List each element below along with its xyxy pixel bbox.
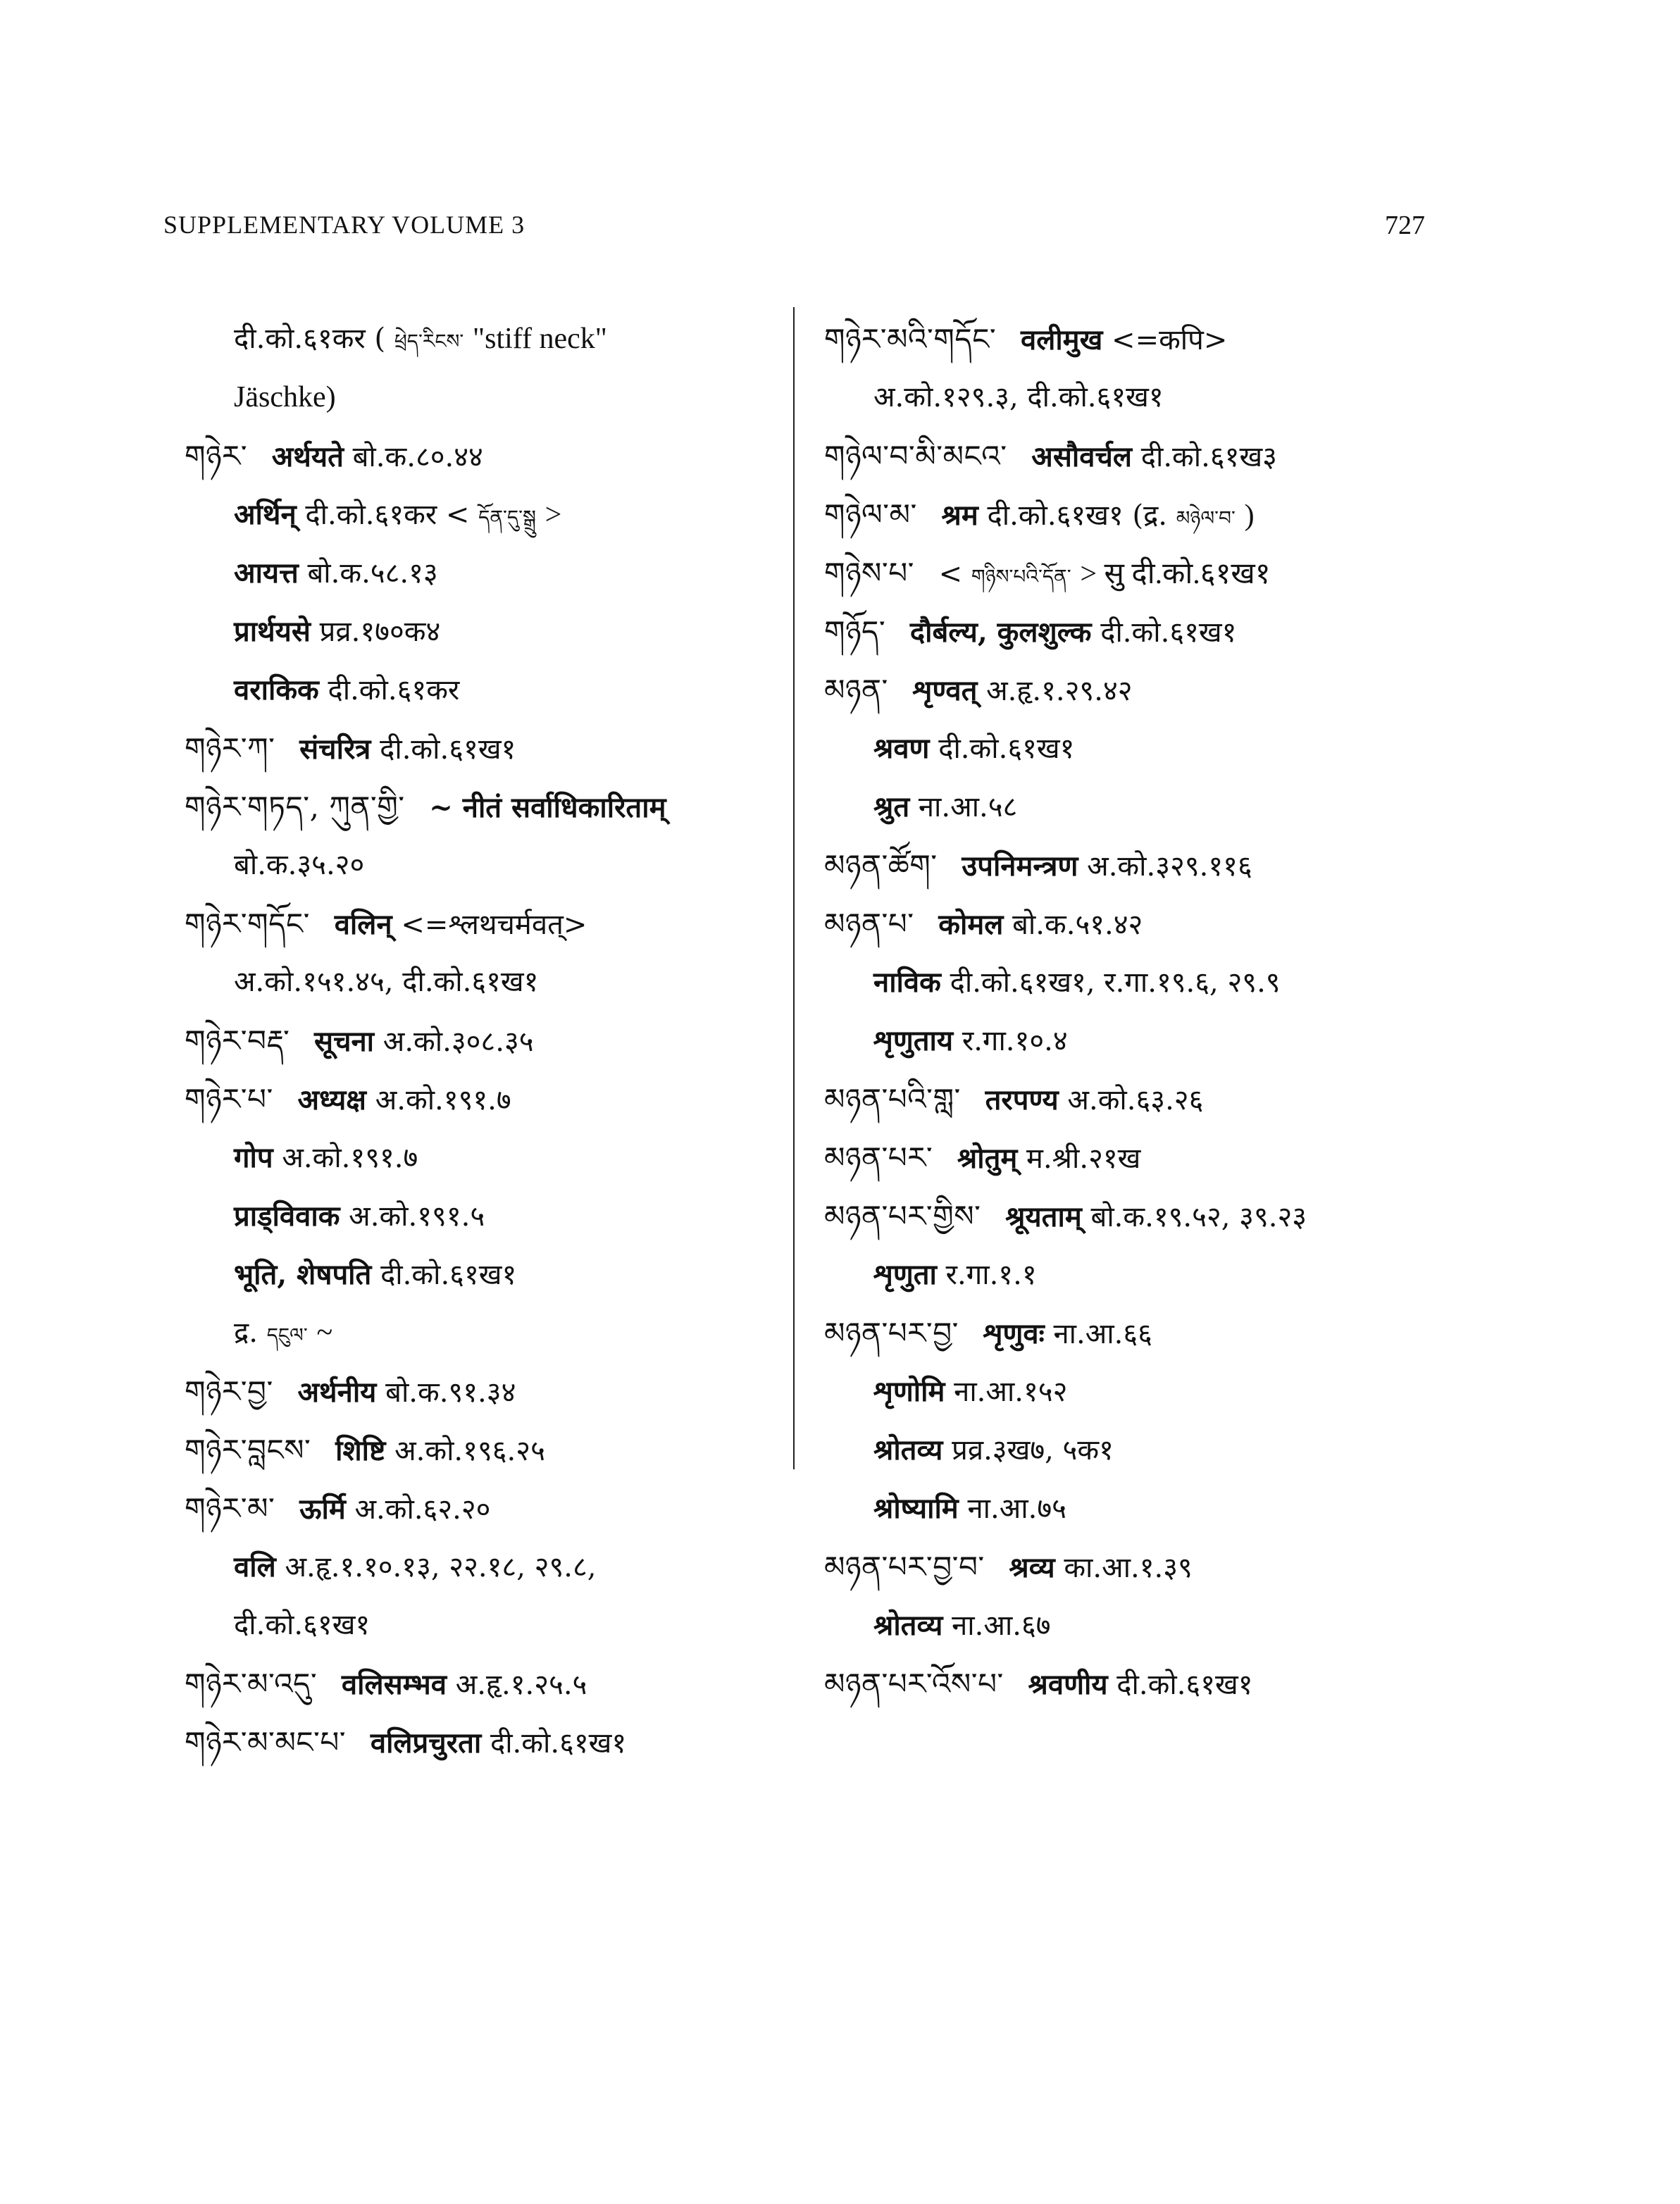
dictionary-entry-line [185,544,769,602]
sanskrit-equivalent: शृण्वत् [912,674,978,707]
dictionary-entry-line [824,836,1444,895]
dictionary-entry-line [824,1362,1444,1421]
dictionary-entry-line [185,661,769,719]
source-reference: बो.क.३५.२० [234,849,365,881]
sanskrit-equivalent: वलिसम्भव [341,1668,447,1701]
source-reference: बो.क.५१.४२ [1012,909,1143,941]
sanskrit-equivalent: भूति, शेषपति [234,1258,372,1291]
tibetan-headword: གཉེལ་མ་ [824,497,917,532]
source-reference: बो.क.९१.३४ [385,1376,516,1409]
tibetan-note: དོན་དུ་སྒྲུ [478,506,536,529]
note-text: Jäschke) [234,381,336,413]
sanskrit-equivalent: सूचना [314,1025,375,1058]
dictionary-entry-line [185,1070,769,1128]
sanskrit-equivalent: गोप [234,1141,273,1174]
source-reference: प्रव्र.१७०क४ [319,616,441,648]
sanskrit-equivalent: नाविक [873,966,941,999]
dictionary-entry-line [824,1304,1444,1362]
tibetan-note: ཕྲེད་རིངས་ [394,330,464,353]
source-reference: म.श्री.२१ख [1026,1143,1141,1175]
sanskrit-equivalent: तरपण्य [985,1083,1059,1116]
source-reference: दी.को.६१कर < [305,499,470,531]
left-column [185,310,769,1772]
source-reference: अ.हृ.१.२५.५ [455,1669,587,1701]
dictionary-entry-line [185,719,769,778]
source-reference: अ.को.३२९.११६ [1087,850,1252,883]
sanskrit-equivalent: श्रोतव्य [873,1433,943,1467]
sanskrit-equivalent: श्रोतव्य [873,1609,943,1642]
dictionary-entry-line [824,427,1444,485]
tibetan-headword: མཉན་ཚོག་ [824,848,938,883]
sanskrit-equivalent: वलीमुख [1020,323,1103,356]
dictionary-entry-line [824,602,1444,661]
tibetan-headword: མཉན་པར་བྱ་ [824,1316,959,1350]
source-reference: का.आ.१.३९ [1064,1552,1193,1584]
source-reference: अ.हृ.१.१०.१३, २२.१८, २९.८, [285,1551,597,1583]
dictionary-entry-line [824,895,1444,953]
source-reference: दी.को.६१ख१ [380,1259,517,1291]
dictionary-entry-line [824,544,1444,602]
sanskrit-equivalent: श्रोष्यामि [873,1492,959,1525]
dictionary-entry-line [185,1655,769,1713]
dictionary-entry-line [185,1187,769,1245]
sanskrit-equivalent: अर्थयते [271,440,344,473]
sanskrit-equivalent: श्रवणीय [1028,1668,1108,1701]
source-reference: दी.को.६१ख१ [938,733,1075,765]
dictionary-entry-line [185,1304,769,1362]
dictionary-entry-line [185,1421,769,1479]
source-reference: अ.हृ.१.२९.४२ [986,675,1133,707]
dictionary-entry-line [185,485,769,544]
source-reference: ना.आ.५८ [918,791,1018,823]
sanskrit-equivalent: संचरित्र [299,733,371,766]
source-reference: अ.को.१२९.३, दी.को.६१ख१ [873,381,1164,413]
dictionary-entry-line [185,1713,769,1772]
tibetan-headword: གཉོད་ [824,614,886,649]
dictionary-entry-line [824,1655,1444,1713]
tibetan-headword: གཉེར་གཏད་, ཀུན་གྱི་ [185,790,405,824]
source-reference: ना.आ.७५ [967,1493,1066,1525]
source-reference: बो.क.५८.१३ [307,557,438,590]
dictionary-entry-line [185,836,769,895]
sanskrit-equivalent: शिष्टि [335,1434,386,1467]
tibetan-headword: མཉན་པར་གྱིས་ [824,1199,981,1233]
dictionary-entry-line [185,368,769,427]
source-reference: अ.को.१९१.५ [349,1200,485,1233]
source-reference: दी.को.६१ख१ [234,1609,371,1641]
source-reference: दी.को.६१ख१, र.गा.१९.६, २९.९ [950,966,1281,999]
source-reference: अ.को.१९६.२५ [394,1435,545,1467]
dictionary-entry-line [185,953,769,1011]
sanskrit-equivalent: अर्थिन् [234,498,297,531]
sanskrit-equivalent: वलिन् [334,908,392,941]
source-reference: प्रव्र.३ख७, ५क१ [952,1434,1114,1467]
source-reference: दी.को.६१ख१ [1116,1669,1253,1701]
dictionary-entry-line [824,310,1444,368]
source-reference: < [938,558,963,590]
dictionary-entry-line [185,895,769,953]
page-number: 727 [1385,211,1425,240]
sanskrit-equivalent: श्रवण [873,732,930,765]
note-text: ~ [316,1316,333,1349]
right-column [824,310,1444,1713]
dictionary-entry-line [185,1128,769,1187]
source-reference: द्र. [234,1316,258,1349]
source-reference: दी.को.६१ख१ [1100,616,1237,649]
tibetan-note: དངུལ་ [266,1324,308,1347]
sanskrit-equivalent: ऊर्मि [299,1493,346,1526]
dictionary-entry-line [185,778,769,836]
tibetan-headword: གཉེར་བརྡ་ [185,1023,290,1058]
dictionary-entry-line [824,778,1444,836]
source-reference: अ.को.१९१.७ [375,1084,511,1116]
dictionary-entry-line [824,1479,1444,1538]
dictionary-entry-line [824,1538,1444,1596]
sanskrit-equivalent: प्राड्विवाक [234,1200,340,1233]
sanskrit-equivalent: शृणुता [873,1258,937,1291]
tibetan-headword: གཉེར་ [185,439,248,473]
tibetan-headword: གཉེར་བྱ་ [185,1374,273,1409]
source-reference: ना.आ.६७ [952,1610,1051,1642]
source-reference: अ.को.६३.२६ [1067,1084,1204,1116]
source-reference: अ.को.६२.२० [354,1493,491,1526]
sanskrit-equivalent: अध्यक्ष [297,1083,366,1116]
sanskrit-equivalent: श्रोतुम् [957,1142,1018,1175]
tibetan-headword: མཉན་པར་བྱ་བ་ [824,1550,985,1584]
source-reference: बो.क.१९.५२, ३९.२३ [1090,1201,1307,1233]
tibetan-headword: གཉེར་མའི་གདོང་ [824,322,997,356]
dictionary-entry-line [185,1596,769,1655]
source-reference: दी.को.६१ख३ [1140,441,1277,473]
sanskrit-equivalent: उपनिमन्त्रण [962,849,1078,883]
note-text: "stiff neck" [472,323,607,355]
dictionary-entry-line [185,602,769,661]
dictionary-entry-line [824,485,1444,544]
note-text: ) [1244,499,1255,532]
sanskrit-equivalent: शृणोमि [873,1375,945,1408]
tibetan-headword: གཉེར་མ་ [185,1491,275,1526]
source-reference: <=कपि> [1112,324,1228,356]
sanskrit-equivalent: दौर्बल्य, कुलशुल्क [909,616,1092,649]
tibetan-headword: མཉན་པར་འོས་པ་ [824,1667,1004,1701]
source-reference: अ.को.१५१.४५, दी.को.६१ख१ [234,966,539,998]
tibetan-note: མཉེལ་བ་ [1176,506,1236,530]
dictionary-entry-line [185,310,769,368]
tibetan-headword: མཉན་པའི་གླ་ [824,1082,961,1116]
tibetan-headword: གཉེར་བླངས་ [185,1433,311,1467]
sanskrit-equivalent: वलिप्रचुरता [370,1726,482,1760]
dictionary-entry-line [824,1128,1444,1187]
tibetan-headword: མཉན་པ་ [824,907,914,941]
dictionary-entry-line [824,719,1444,778]
dictionary-entry-line [824,953,1444,1011]
dictionary-entry-line [824,661,1444,719]
source-reference: दी.को.६१ख१ (द्र. [987,499,1168,532]
sanskrit-equivalent: वराकिक [234,673,319,706]
sanskrit-equivalent: वलि [234,1550,276,1583]
sanskrit-equivalent: श्रूयताम् [1005,1200,1082,1233]
sanskrit-equivalent: कोमल [938,908,1004,941]
dictionary-entry-line [185,1011,769,1070]
tibetan-headword: གཉེར་པ་ [185,1082,273,1116]
dictionary-entry-line [824,1596,1444,1655]
source-reference: र.गा.१.१ [945,1259,1037,1291]
tibetan-headword: གཉེར་མ་མང་པ་ [185,1725,347,1760]
sanskrit-equivalent: ~ नीतं सर्वाधिकारिताम् [429,791,666,824]
column-divider [793,307,795,1469]
dictionary-entry-line [185,427,769,485]
tibetan-headword: གཉེས་པ་ [824,556,914,590]
source-reference: र.गा.१०.४ [962,1025,1068,1057]
dictionary-entry-line [185,1538,769,1596]
sanskrit-equivalent: प्रार्थयसे [234,615,311,648]
source-reference: ना.आ.१५२ [954,1376,1068,1408]
sanskrit-equivalent: श्रम [941,499,978,532]
sanskrit-equivalent: अर्थनीय [297,1376,377,1409]
sanskrit-equivalent: श्रव्य [1009,1551,1055,1584]
dictionary-entry-line [824,1187,1444,1245]
dictionary-entry-line [824,1011,1444,1070]
source-reference: दी.को.६१कर [328,674,460,706]
source-reference: ना.आ.६६ [1053,1318,1152,1350]
sanskrit-equivalent: शृणुताय [873,1024,954,1057]
tibetan-headword: གཉེར་ཀ་ [185,731,275,766]
dictionary-entry-line [185,1245,769,1304]
tibetan-headword: གཉེར་མ་འདུ་ [185,1667,318,1701]
sanskrit-equivalent: आयत्त [234,556,299,590]
note-text: > [545,499,562,531]
source-reference: दी.को.६१कर ( [234,323,386,355]
sanskrit-equivalent: असौवर्चल [1031,440,1133,473]
tibetan-headword: གཉེལ་བ་མི་མངའ་ [824,439,1007,473]
dictionary-entry-line [185,1362,769,1421]
sanskrit-equivalent: श्रुत [873,790,910,823]
source-reference: दी.को.६१ख१ [380,733,516,766]
dictionary-entry-line [824,1070,1444,1128]
tibetan-headword: མཉན་པར་ [824,1140,933,1175]
dictionary-entry-line [824,1245,1444,1304]
running-head: SUPPLEMENTARY VOLUME 3 [163,211,525,239]
note-text: > सु दी.को.६१ख१ [1080,558,1271,590]
dictionary-entry-line [824,1421,1444,1479]
source-reference: दी.को.६१ख१ [490,1727,627,1760]
tibetan-headword: མཉན་ [824,673,888,707]
source-reference: बो.क.८०.४४ [352,441,483,473]
dictionary-entry-line [185,1479,769,1538]
source-reference: अ.को.३०८.३५ [382,1026,534,1058]
source-reference: अ.को.१९१.७ [282,1142,418,1174]
dictionary-entry-line [824,368,1444,427]
tibetan-headword: གཉེར་གདོང་ [185,907,310,941]
tibetan-note: གཉིས་པའི་དོན་ [971,565,1071,588]
sanskrit-equivalent: शृणुवः [983,1317,1045,1350]
source-reference: <=श्लथचर्मवत्> [401,909,587,941]
